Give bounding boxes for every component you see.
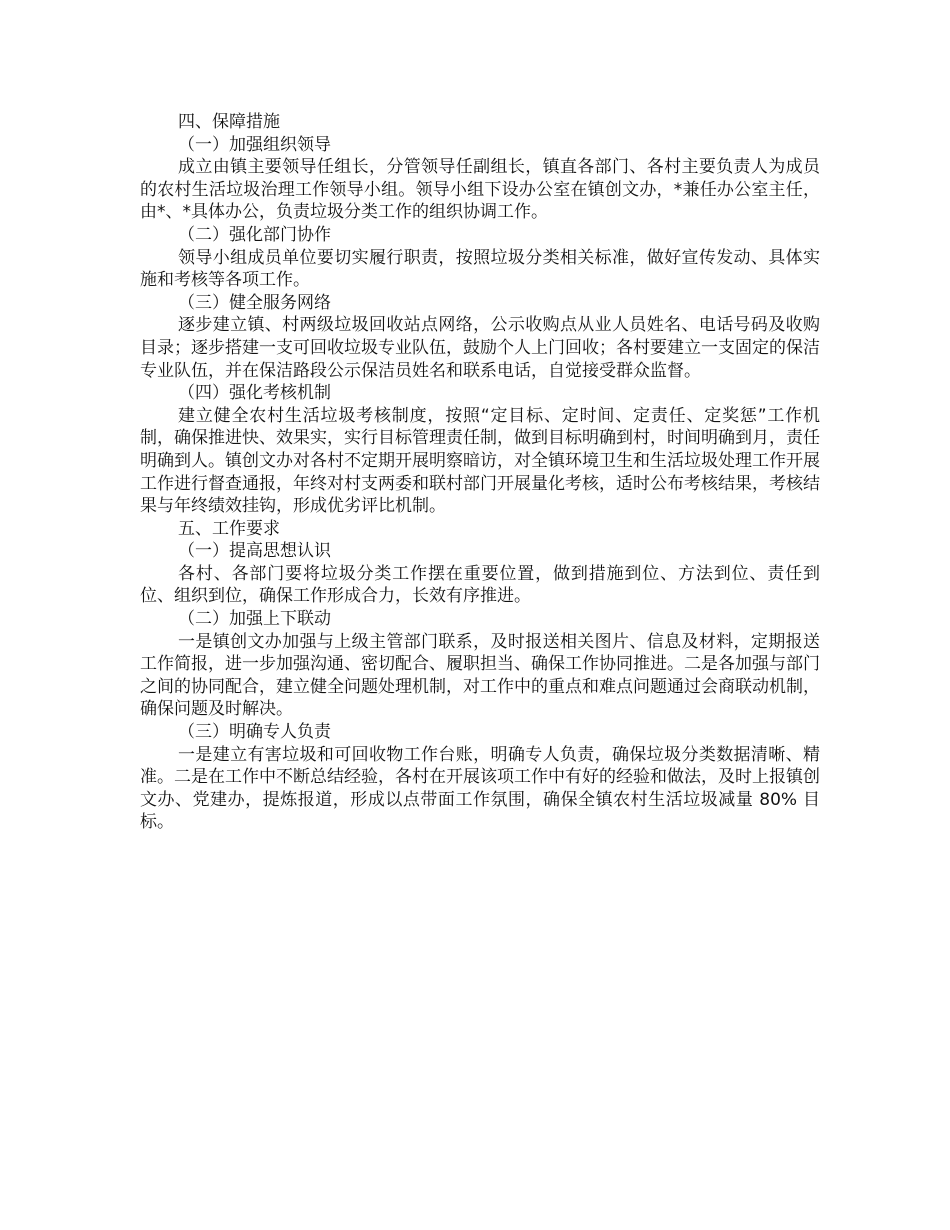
paragraph: 一是镇创文办加强与上级主管部门联系，及时报送相关图片、信息及材料，定期报送工作简报，进一步加强沟通、密切配合、履职担当、确保工作协同推进。二是各加强与部门之间的协同配合，建立健全问题处理机制，对工作中的重点和难点问题通过会商联动机制，确保问题及时解决。	[140, 631, 820, 720]
section-heading: 四、保障措施	[178, 112, 280, 132]
subsection-heading: （一）加强组织领导	[178, 134, 331, 155]
section-heading: 五、工作要求	[178, 518, 280, 539]
subsection-heading: （四）强化考核机制	[178, 383, 331, 404]
subsection-heading: （二）强化部门协作	[178, 224, 331, 245]
paragraph: 成立由镇主要领导任组长，分管领导任副组长，镇直各部门、各村主要负责人为成员的农村生活垃圾治理工作领导小组。领导小组下设办公室在镇创文办，*兼任办公室主任，由*、*具体办公，负责垃圾分类工作的组织协调工作。	[140, 157, 820, 223]
subsection-heading: （二）加强上下联动	[178, 609, 331, 630]
paragraph: 建立健全农村生活垃圾考核制度，按照“定目标、定时间、定责任、定奖惩”工作机制，确保推进快、效果实，实行目标管理责任制，做到目标明确到村，时间明确到月，责任明确到人。镇创文办对各村不定期开展明察暗访，对全镇环境卫生和生活垃圾处理工作开展工作进行督查通报，年终对村支两委和联村部门开展量化考核，适时公布考核结果，考核结果与年终绩效挂钩，形成优劣评比机制。	[140, 405, 820, 517]
subsection-heading: （三）健全服务网络	[178, 292, 331, 313]
subsection-heading: （一）提高思想认识	[178, 541, 331, 562]
paragraph: 领导小组成员单位要切实履行职责，按照垃圾分类相关标准，做好宣传发动、具体实施和考核等各项工作。	[140, 247, 820, 291]
paragraph: 逐步建立镇、村两级垃圾回收站点网络，公示收购点从业人员姓名、电话号码及收购目录；逐步搭建一支可回收垃圾专业队伍，鼓励个人上门回收；各村要建立一支固定的保洁专业队伍，并在保洁路段公示保洁员姓名和联系电话，自觉接受群众监督。	[140, 315, 820, 381]
subsection-heading: （三）明确专人负责	[178, 722, 331, 743]
paragraph: 各村、各部门要将垃圾分类工作摆在重要位置，做到措施到位、方法到位、责任到位、组织到位，确保工作形成合力，长效有序推进。	[140, 563, 820, 607]
paragraph: 一是建立有害垃圾和可回收物工作台账，明确专人负责，确保垃圾分类数据清晰、精准。二是在工作中不断总结经验，各村在开展该项工作中有好的经验和做法，及时上报镇创文办、党建办，提炼报道，形成以点带面工作氛围，确保全镇农村生活垃圾减量 80% 目标。	[140, 744, 820, 833]
document-body	[140, 111, 820, 834]
